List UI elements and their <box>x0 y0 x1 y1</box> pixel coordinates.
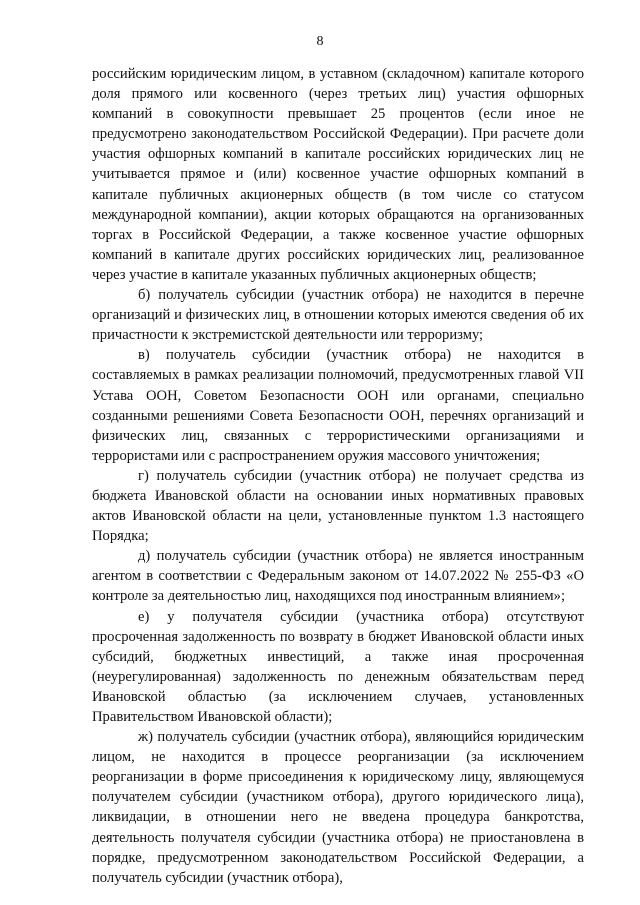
paragraph-item-v: в) получатель субсидии (участник отбора) не находится в составляемых в рамках реализации полномочий, предусмотренных главой VII Устава ООН, Советом Безопасности ООН или органами, специально созданными решениями Совета Безопасности ООН, перечнях организаций и физических лиц, связанных с террористическими организациями и террористами или с распространением оружия массового уничтожения; <box>92 347 584 464</box>
page-number: 8 <box>316 34 324 49</box>
paragraph-item-g: г) получатель субсидии (участник отбора) не получает средства из бюджета Ивановской области на основании иных нормативных правовых актов Ивановской области на цели, установленные пунктом 1.3 настоящего Порядка; <box>92 467 584 545</box>
document-body <box>92 64 584 888</box>
paragraph-continuation: российским юридическим лицом, в уставном (складочном) капитале которого доля прямого или косвенного (через третьих лиц) участия офшорных компаний в совокупности превышает 25 процентов (если иное не предусмотрено законодательством Российской Федерации). При расчете доли участия офшорных компаний в капитале российских юридических лиц не учитывается прямое и (или) косвенное участие офшорных компаний в капитале публичных акционерных обществ (в том числе со статусом международной компании), акции которых обращаются на организованных торгах в Российской Федерации, а также косвенное участие офшорных компаний в капитале других российских юридических лиц, реализованное через участие в капитале указанных публичных акционерных обществ; <box>92 66 584 283</box>
paragraph-item-zh: ж) получатель субсидии (участник отбора), являющийся юридическим лицом, не находится в процессе реорганизации (за исключением реорганизации в форме присоединения к юридическому лицу, являющемуся получателем субсидии (участником отбора), другого юридического лица), ликвидации, в отношении него не введена процедура банкротства, деятельность получателя субсидии (участника отбора) не приостановлена в порядке, предусмотренном законодательством Российской Федерации, а получатель субсидии (участник отбора), <box>92 729 584 886</box>
paragraph-item-b: б) получатель субсидии (участник отбора) не находится в перечне организаций и физических лиц, в отношении которых имеются сведения об их причастности к экстремистской деятельности или терроризму; <box>92 287 584 344</box>
paragraph-item-e: е) у получателя субсидии (участника отбора) отсутствуют просроченная задолженность по возврату в бюджет Ивановской области иных субсидий, бюджетных инвестиций, а также иная просроченная (неурегулированная) задолженность по денежным обязательствам перед Ивановской областью (за исключением случаев, установленных Правительством Ивановской области); <box>92 608 584 725</box>
paragraph-item-d: д) получатель субсидии (участник отбора) не является иностранным агентом в соответствии с Федеральным законом от 14.07.2022 № 255-ФЗ «О контроле за деятельностью лиц, находящихся под иностранным влиянием»; <box>92 548 584 605</box>
